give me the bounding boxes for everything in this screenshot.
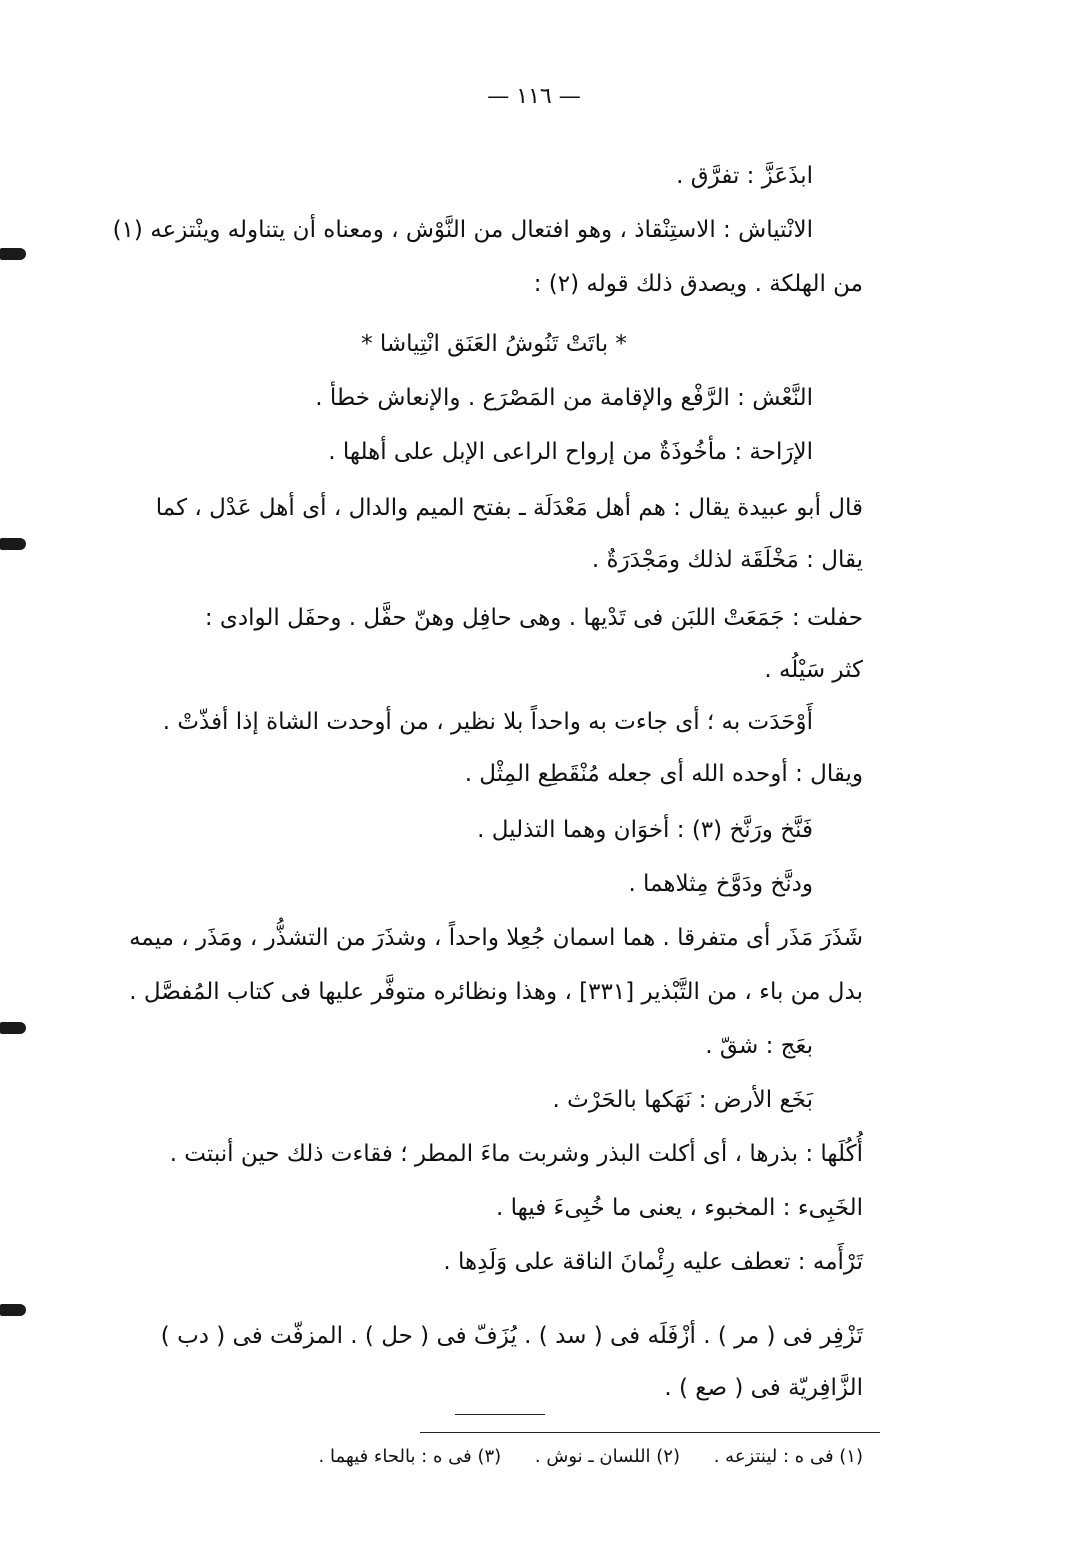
entry-line: بعَج : شقّ . xyxy=(705,1033,813,1059)
entry-line: تَرْأَمه : تعطف عليه رِئْمانَ الناقة على وَلَدِها . xyxy=(443,1249,863,1275)
binding-mark xyxy=(0,538,26,550)
entry-line: حفلت : جَمَعَتْ اللبَن فى تَدْيها . وهى حافِل وهنّ حفَّل . وحفَل الوادى : xyxy=(204,605,863,631)
entry-line: ويقال : أوحده الله أى جعله مُنْقَطِع المِثْل . xyxy=(464,761,863,787)
entry-line: ابذَعَزَّ : تفرَّق . xyxy=(676,163,813,189)
footnote-3: (٣) فى ه : بالحاء فيهما . xyxy=(318,1446,502,1467)
entry-line: الخَبِىء : المخبوء ، يعنى ما خُبِىءَ فيها . xyxy=(496,1195,863,1221)
binding-mark xyxy=(0,248,26,260)
entry-line: فَنَّخ ورَنَّخ (٣) : أخوَان وهما التذليل . xyxy=(477,817,813,843)
entry-line: ودنَّخ ودَوَّخ مِثلاهما . xyxy=(628,871,813,897)
entry-line: النَّعْش : الرَّفْع والإقامة من المَصْرَع . والإنعاش خطأ . xyxy=(315,385,813,411)
entry-line: الانْتياش : الاستِنْقاذ ، وهو افتعال من النَّوْش ، ومعناه أن يتناوله وينْتزعه (١) xyxy=(112,217,813,243)
entry-line: يقال : مَخْلَقَة لذلك ومَجْدَرَةٌ . xyxy=(591,547,863,573)
verse-line: * باتَتْ تَنُوشُ العَنَق انْتِياشا * xyxy=(361,331,627,357)
cross-reference-line: الزَّافِريّة فى ( صع ) . xyxy=(664,1375,863,1401)
entry-line: بَخَع الأرض : نَهَكها بالحَرْث . xyxy=(552,1087,813,1113)
section-divider xyxy=(455,1414,545,1415)
entry-line: الإرَاحة : مأخُوذَةٌ من إرواح الراعى الإبل على أهلها . xyxy=(328,439,813,465)
footnote-2: (٢) اللسان ـ نوش . xyxy=(534,1446,680,1467)
entry-line: شَذَرَ مَذَر أى متفرقا . هما اسمان جُعِلا واحداً ، وشذَرَ من التشذُّر ، ومَذَر ، ميمه xyxy=(129,925,863,951)
footnotes xyxy=(125,1446,863,1467)
binding-mark xyxy=(0,1022,26,1034)
binding-mark xyxy=(0,1304,26,1316)
entry-line: أَوْحَدَت به ؛ أى جاءت به واحداً بلا نظير ، من أوحدت الشاة إذا أفذّتْ . xyxy=(162,709,813,735)
entry-line: قال أبو عبيدة يقال : هم أهل مَعْدَلَة ـ بفتح الميم والدال ، أى أهل عَدْل ، كما xyxy=(155,495,863,521)
entry-line: بدل من باء ، من التَّبْذير [٣٣١] ، وهذا ونظائره متوفَّر عليها فى كتاب المُفصَّل . xyxy=(129,979,863,1005)
entry-line: كثر سَيْلُه . xyxy=(764,657,863,683)
entry-line: أُكُلَها : بذرها ، أى أكلت البذر وشربت ماءَ المطر ؛ فقاءت ذلك حين أنبتت . xyxy=(169,1141,863,1167)
entry-line: من الهلكة . ويصدق ذلك قوله (٢) : xyxy=(533,271,863,297)
cross-reference-line: تَزْفِر فى ( مر ) . أزْفَلَه فى ( سد ) . يُزَفّ فى ( حل ) . المزفّت فى ( دب ) xyxy=(160,1323,863,1349)
footnote-1: (١) فى ه : لينتزعه . xyxy=(713,1446,863,1467)
page-number: — ١١٦ — xyxy=(487,84,581,109)
footnote-divider xyxy=(420,1432,880,1433)
